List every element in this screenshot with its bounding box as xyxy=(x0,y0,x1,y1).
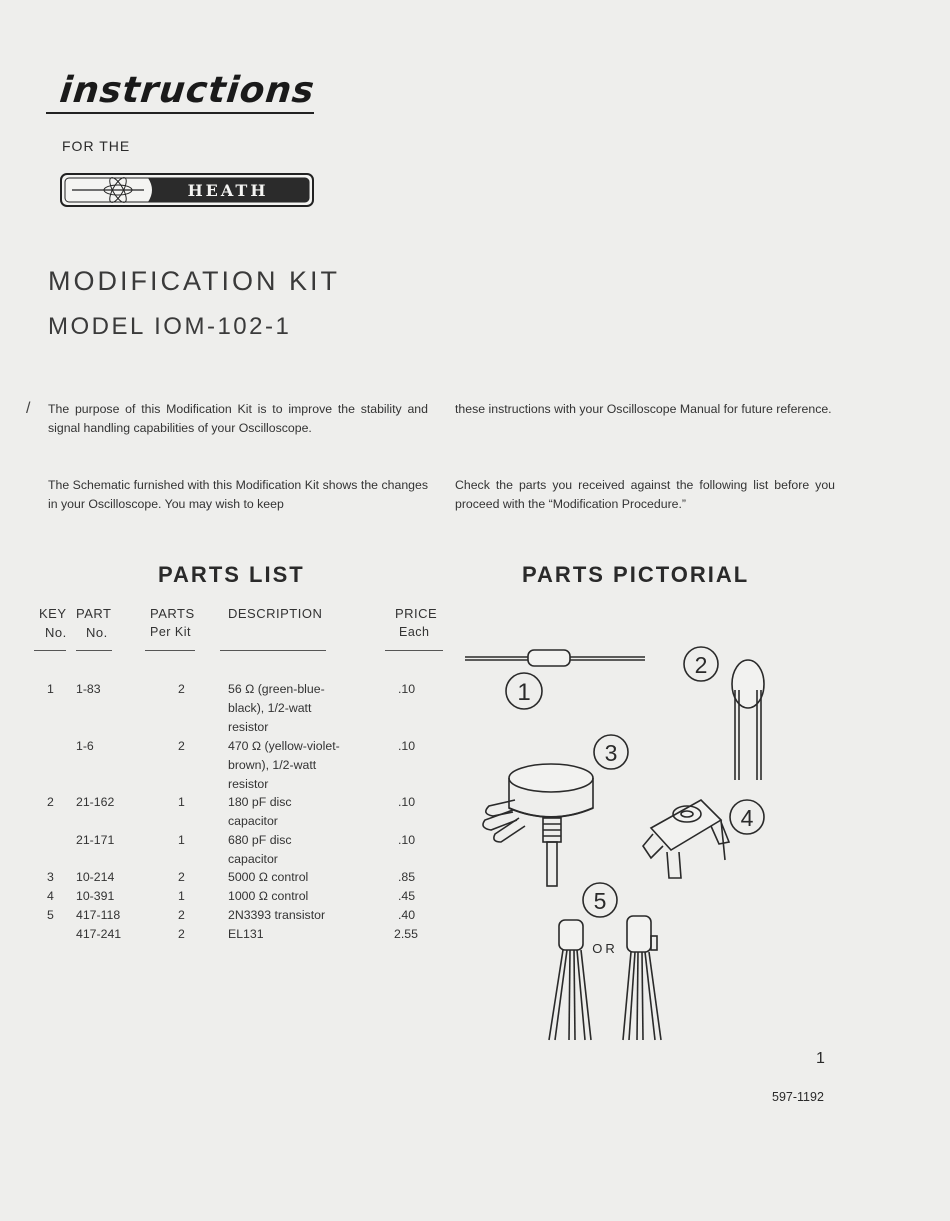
col-header-parts-per-kit: PARTS Per Kit xyxy=(150,606,195,639)
heath-logo xyxy=(60,173,314,207)
trim-control-drawing xyxy=(643,800,729,878)
title-underline xyxy=(46,112,314,114)
intro-paragraph-2: The Schematic furnished with this Modification Kit shows the changes in your Oscilloscope. You may wish to keep xyxy=(48,478,428,511)
parts-table-row: 1 1-83 2 56 Ω (green-blue-black), 1/2-watt resistor .10 xyxy=(47,682,416,734)
or-label: OR xyxy=(592,941,618,956)
control-drawing xyxy=(483,764,593,886)
parts-table-row: 417-241 2 EL131 2.55 xyxy=(76,927,418,941)
parts-table-row: 21-171 1 680 pF disc capacitor .10 xyxy=(76,833,416,866)
parts-table-row: 4 10-391 1 1000 Ω control .45 xyxy=(47,889,416,903)
col-rule-part xyxy=(76,650,112,651)
parts-table-row: 2 21-162 1 180 pF disc capacitor .10 xyxy=(47,795,416,828)
col-rule-price xyxy=(385,650,443,651)
pictorial-label-5: 5 xyxy=(593,888,607,914)
pictorial-label-2: 2 xyxy=(694,652,708,678)
pictorial-label-1: 1 xyxy=(517,679,531,706)
col-header-part: PART No. xyxy=(76,606,112,640)
transistor-drawing xyxy=(549,920,591,1040)
col-rule-key xyxy=(34,650,66,651)
disc-capacitor-drawing xyxy=(732,660,764,780)
col-header-description: DESCRIPTION xyxy=(228,606,323,621)
parts-pictorial-drawing xyxy=(455,630,795,1050)
pictorial-label-4: 4 xyxy=(740,805,754,831)
logo-text: HEATH xyxy=(187,181,269,200)
instructions-title: instructions xyxy=(57,70,317,111)
intro-paragraph-1: The purpose of this Modification Kit is to improve the stability and signal handling capabilities of your Oscilloscope. xyxy=(48,402,428,435)
parts-pictorial-heading: PARTS PICTORIAL xyxy=(522,562,750,587)
transistor-alt-drawing xyxy=(623,916,661,1040)
pictorial-label-3: 3 xyxy=(604,740,618,766)
intro-paragraph-4: Check the parts you received against the following list before you proceed with the “Modification Procedure.” xyxy=(455,478,835,511)
col-header-key: KEY No. xyxy=(39,606,67,640)
document-code: 597-1192 xyxy=(772,1090,824,1104)
parts-list-heading: PARTS LIST xyxy=(158,562,305,587)
parts-table-row: 1-6 2 470 Ω (yellow-violet-brown), 1/2-watt resistor .10 xyxy=(76,739,416,791)
page-number: 1 xyxy=(816,1050,825,1067)
check-mark: / xyxy=(26,400,31,417)
col-rule-description xyxy=(220,650,326,651)
col-rule-parts xyxy=(145,650,195,651)
resistor-drawing xyxy=(465,650,645,666)
parts-table-row: 5 417-118 2 2N3393 transistor .40 xyxy=(47,908,416,922)
modification-kit-title: MODIFICATION KIT xyxy=(48,266,340,296)
parts-table-row: 3 10-214 2 5000 Ω control .85 xyxy=(47,870,416,884)
for-the-label: FOR THE xyxy=(62,138,131,154)
model-number: MODEL IOM-102-1 xyxy=(48,313,292,340)
col-header-price: PRICE Each xyxy=(395,606,438,639)
intro-paragraph-3: these instructions with your Oscilloscope Manual for future reference. xyxy=(455,402,832,416)
